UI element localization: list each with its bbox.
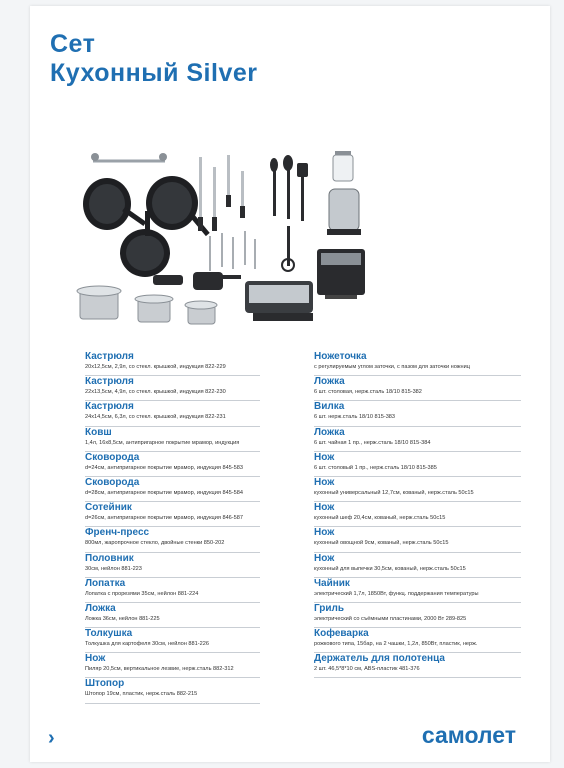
item-name: Ковш	[85, 426, 112, 438]
list-item	[85, 653, 260, 678]
list-item	[85, 527, 260, 552]
item-name: Кастрюля	[85, 401, 134, 413]
ladle-pot-image	[193, 272, 241, 290]
list-item	[314, 376, 521, 401]
item-desc: 6 шт. столовый 1 пр., нерж.сталь 18/10 815-385	[314, 464, 437, 471]
cutlery-image	[210, 231, 255, 271]
item-desc: Ложка 36см, нейлон 881-225	[85, 615, 160, 622]
item-desc: рожкового типа, 15бар, на 2 чашки, 1,2л, 850Вт, пластик, нерж.	[314, 641, 478, 648]
item-name: Кастрюля	[85, 351, 134, 362]
item-desc: 800мл, жаропрочное стекло, двойные стенки 850-202	[85, 540, 225, 547]
page-title	[50, 30, 258, 88]
list-item	[85, 427, 260, 452]
item-name: Гриль	[314, 602, 345, 614]
item-desc: Пиляр 20,5см, вертикальное лезвие, нерж.сталь 882-312	[85, 666, 234, 673]
product-illustration	[75, 141, 375, 336]
list-item	[314, 628, 521, 653]
item-desc: 30см, нейлон 881-223	[85, 565, 142, 572]
item-name: Толкушка	[85, 628, 133, 640]
list-item	[314, 603, 521, 628]
item-desc: 6 шт. чайная 1 пр., нерж.сталь 18/10 815-384	[314, 439, 431, 446]
item-desc: 6 шт. столовая, нерж.сталь 18/10 815-382	[314, 389, 422, 396]
item-name: Ложка	[314, 376, 345, 388]
item-name: Держатель для полотенца	[314, 653, 445, 665]
item-name: Кастрюля	[85, 376, 134, 388]
knives-image	[198, 155, 245, 231]
item-name: Ножеточка	[314, 351, 367, 362]
item-name: Нож	[314, 476, 335, 488]
french-press-image	[333, 151, 353, 181]
list-item	[314, 351, 521, 376]
grill-image	[245, 281, 313, 321]
list-item	[85, 628, 260, 653]
brand-logo: самолет	[421, 722, 516, 748]
sharpener-image	[153, 275, 183, 285]
item-desc: d=26см, антипригарное покрытие мрамор, индукция 846-587	[85, 515, 243, 522]
item-name: Половник	[85, 552, 134, 564]
item-desc: d=28см, антипригарное покрытие мрамор, индукция 845-584	[85, 489, 243, 496]
item-name: Ложка	[85, 602, 116, 614]
item-desc: 22х13,5см, 4,9л, со стекл. крышкой, индукция 822-230	[85, 389, 226, 396]
item-desc: 1,4л, 16х8,5см, антипригарное покрытие мрамор, индукция	[85, 439, 240, 446]
item-desc: электрический со съёмными пластинами, 2000 Вт 289-825	[314, 615, 467, 622]
saucepan-image	[185, 301, 217, 324]
list-item	[314, 553, 521, 578]
list-item	[314, 452, 521, 477]
list-item	[85, 578, 260, 603]
list-item	[314, 527, 521, 552]
frying-pan-image	[83, 178, 146, 230]
item-desc: кухонный овощной 9см, кованый, нерж.сталь 50с15	[314, 540, 449, 547]
list-item	[85, 351, 260, 376]
item-desc: 20х12,5см, 2,9л, со стекл. крышкой, индукция 822-229	[85, 364, 226, 370]
list-item	[85, 603, 260, 628]
list-item	[314, 427, 521, 452]
item-name: Нож	[85, 653, 106, 665]
item-name: Френч-пресс	[85, 527, 150, 539]
list-item	[85, 502, 260, 527]
list-item	[85, 376, 260, 401]
left-item-list	[85, 351, 260, 704]
item-name: Сковорода	[85, 451, 140, 463]
list-item	[85, 678, 260, 703]
item-name: Сотейник	[85, 502, 132, 514]
item-desc: Штопор 19см, пластик, нерж.сталь 882-215	[85, 691, 198, 698]
item-desc: Толкушка для картофеля 30см, нейлон 881-226	[85, 641, 209, 648]
list-item	[85, 452, 260, 477]
item-name: Ложка	[314, 426, 345, 438]
saucepan-image	[135, 295, 173, 322]
towel-holder-image	[91, 153, 167, 161]
list-item	[314, 502, 521, 527]
item-name: Нож	[314, 527, 335, 539]
list-item	[314, 578, 521, 603]
item-desc: 6 шт. нерж.сталь 18/10 815-383	[314, 414, 396, 421]
item-name: Нож	[314, 451, 335, 463]
item-desc: Лопатка с прорезями 35см, нейлон 881-224	[85, 590, 199, 597]
list-item	[314, 477, 521, 502]
right-item-list	[314, 351, 521, 678]
list-item	[85, 553, 260, 578]
list-item	[314, 401, 521, 426]
list-item	[85, 477, 260, 502]
chevron-right-icon: ›	[48, 727, 55, 749]
title-line-2: Кухонный Silver	[50, 59, 258, 87]
list-item	[85, 401, 260, 426]
item-desc: d=24см, антипригарное покрытие мрамор, индукция 845-583	[85, 464, 243, 471]
list-item	[314, 653, 521, 678]
item-desc: кухонный для выпечки 30,5см, кованый, нерж.сталь 50с15	[314, 565, 466, 572]
item-desc: 2 шт. 46,5*8*10 см, АВS-пластик 481-376	[314, 666, 420, 673]
item-name: Сковорода	[85, 476, 140, 488]
item-name: Нож	[314, 502, 335, 514]
item-desc: электрический 1,7л, 1850Вт, функц. поддержания температуры	[314, 590, 479, 597]
item-name: Кофеварка	[314, 628, 369, 640]
catalog-page	[30, 6, 550, 762]
title-line-1: Сет	[50, 30, 96, 58]
kettle-image	[327, 189, 361, 235]
item-desc: кухонный универсальный 12,7см, кованый, нерж.сталь 50с15	[314, 489, 474, 496]
item-desc: кухонный шеф 20,4см, кованый, нерж.сталь 50с15	[314, 515, 446, 522]
saucepan-image	[77, 286, 121, 319]
item-name: Нож	[314, 552, 335, 564]
item-desc: 24х14,5см, 6,3л, со стекл. крышкой, индукция 822-231	[85, 414, 226, 421]
item-desc: с регулируемым углом заточки, с пазом для заточки ножниц	[314, 364, 470, 370]
item-name: Вилка	[314, 401, 345, 413]
nylon-utensils-image	[270, 155, 308, 271]
item-name: Штопор	[85, 678, 125, 690]
coffee-machine-image	[317, 249, 365, 299]
item-name: Лопатка	[85, 577, 126, 589]
item-name: Чайник	[314, 577, 350, 589]
